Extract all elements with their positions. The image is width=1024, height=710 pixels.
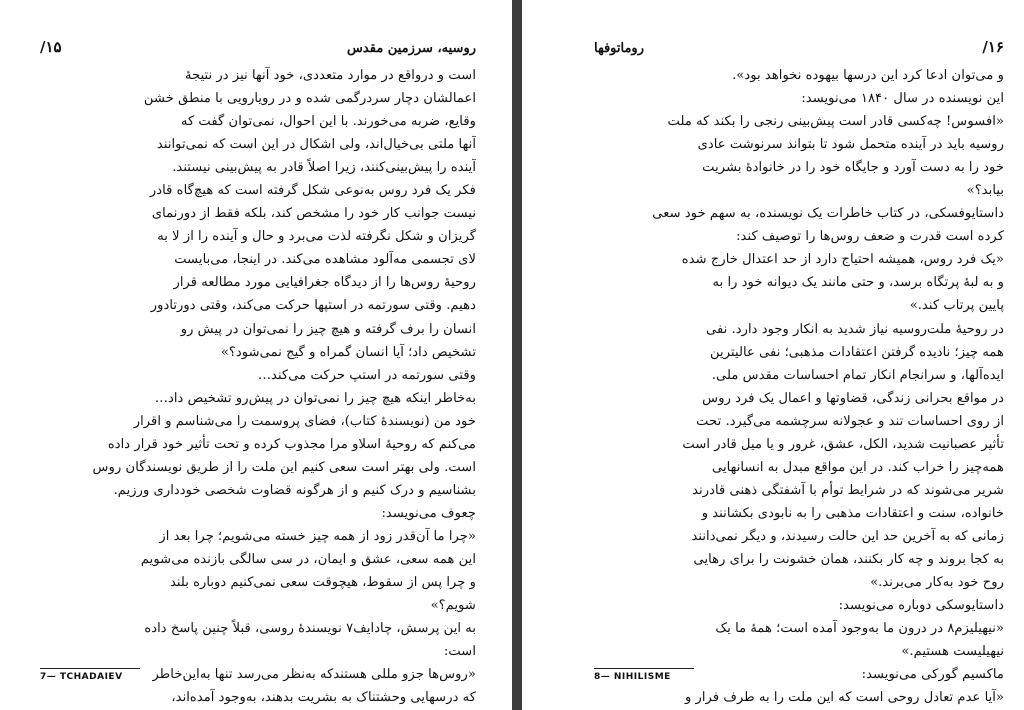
text-line: تأثیر عصبانیت شدید، الکل، عشق، غرور و یا میل قادر است	[682, 436, 1004, 452]
text-line: روح خود به‌کار می‌برند.»	[870, 575, 1004, 591]
right-running-title: روماتوفها	[594, 41, 644, 56]
text-line: روسیه باید در آینده متحمل شود تا بتواند سرنوشت عادی	[697, 137, 1004, 153]
text-line: و به لبهٔ پرتگاه برسد، و حتی مانند یک دیوانه خود را به	[712, 275, 1004, 291]
text-line: ماکسیم گورکی می‌نویسد:	[861, 667, 1004, 683]
text-line: ایده‌آلها، و سرانجام انکار تمام احساسات مقدس ملی.	[711, 367, 1004, 383]
text-line: زمانی که به آخرین حد این حالت رسیدند، و دیگر نمی‌دانند	[691, 528, 1004, 544]
text-line: انسان را برف گرفته و هیچ چیز را نمی‌توان در پیش رو	[180, 321, 476, 337]
text-line: نیست جوانب کار خود را مشخص کند، بلکه فقط از دورنمای	[151, 206, 476, 222]
text-line: به این پرسش، چادایف۷ نویسندهٔ روسی، قبلاً چنین پاسخ داده	[144, 621, 476, 637]
text-line: «روس‌ها جزو مللی هستندکه به‌نظر می‌رسد تنها به‌این‌خاطر	[152, 667, 476, 683]
text-line: «نیهیلیزم۸ در درون ما به‌وجود آمده است؛ همهٔ ما یک	[715, 621, 1004, 637]
left-page-body	[40, 64, 476, 709]
text-line: کرده است قدرت و ضعف روس‌ها را توصیف کند:	[736, 229, 1004, 245]
text-line: داستایوفسکی، در کتاب خاطرات یک نویسنده، به سهم خود سعی	[652, 206, 1004, 222]
text-line: در مواقع بحرانی زندگی، قضاوتها و اعمال یک فرد روس	[702, 390, 1004, 406]
right-page-header	[594, 38, 1004, 60]
text-line: در روحیهٔ ملت‌روسیه نیاز شدید به انکار وجود دارد. نفی	[706, 321, 1004, 337]
text-line: «آیا عدم تعادل روحی است که این ملت را به طرف فرار و	[684, 690, 1004, 706]
text-line: بیابد؟»	[966, 183, 1004, 199]
left-page-number: ۱۵/	[40, 38, 62, 56]
text-line: که درسهایی وحشتناک به بشریت بدهند، به‌وجود آمده‌اند،	[171, 690, 476, 706]
book-gutter	[512, 0, 522, 710]
right-page	[522, 0, 1024, 710]
text-line: آینده را پیش‌بینی‌کنند، زیرا اصلاً قادر به پیش‌بینی نیستند.	[172, 160, 476, 176]
left-footnote-rule	[40, 668, 140, 669]
text-line: «افسوس! چه‌کسی قادر است پیش‌بینی رنجی را بکند که ملت	[667, 114, 1004, 130]
text-line: پایین پرتاب کند.»	[909, 298, 1004, 314]
left-page-header	[40, 38, 476, 60]
left-footnote: 7— TCHADAIEV	[40, 672, 123, 682]
text-line: نیهیلیست هستیم.»	[901, 644, 1004, 660]
text-line: تشخیص داد؛ آیا انسان گمراه و گیج نمی‌شود؟»	[220, 344, 476, 360]
text-line: اعمالشان دچار سردرگمی شده و در رویارویی با منطق خشن	[143, 91, 476, 107]
text-line: فکر یک فرد روس به‌نوعی شکل گرفته است که هیچ‌گاه قادر	[149, 183, 476, 199]
text-line: «یک فرد روس، همیشه احتیاج دارد از حد اعتدال خارج شده	[681, 252, 1004, 268]
text-line: آنها ملتی بی‌خیال‌اند، ولی اشکال در این است که نمی‌توانند	[156, 137, 476, 153]
text-line: لای تجسمی مه‌آلود مشاهده می‌کند. در اینجا، می‌بایست	[174, 252, 476, 268]
text-line: گریزان و شکل نگرفته لذت می‌برد و حال و آینده را از لا به	[157, 229, 476, 245]
text-line: خانواده، سنت و اعتقادات مذهبی را به نابودی بکشانند و	[701, 505, 1004, 521]
text-line: به کجا بروند و چه کار بکنند، همان خشونت را برای رهایی	[693, 551, 1004, 567]
right-page-body	[594, 64, 1004, 709]
text-line: همه چیز؛ نادیده گرفتن اعتقادات مذهبی؛ نفی عالیترین	[710, 344, 1004, 360]
text-line: داستایوسکی دوباره می‌نویسد:	[838, 598, 1004, 614]
text-line: همه‌چیز را خراب کند. در این مواقع مبدل به انسانهایی	[711, 459, 1004, 475]
text-line: از روی احساسات تند و عجولانه سرچشمه می‌گیرد. تحت	[696, 413, 1004, 429]
text-line: است:	[443, 644, 476, 660]
right-page-number: ۱۶/	[982, 38, 1004, 56]
text-line: می‌کنم که روحیهٔ اسلاو مرا مجذوب کرده و تحت تأثیر خود قرار داده	[107, 436, 476, 452]
left-running-title: روسیه، سرزمین مقدس	[347, 41, 476, 56]
text-line: است و درواقع در موارد متعددی، خود آنها نیز در نتیجهٔ	[185, 68, 476, 83]
text-line: و می‌توان ادعا کرد این درسها بیهوده نخواهد بود».	[732, 68, 1004, 83]
text-line: است. ولی بهتر است سعی کنیم این ملت را از طریق نویسندگان روس	[92, 459, 476, 475]
text-line: «چرا ما آن‌قدر زود از همه چیز خسته می‌شویم؛ چرا بعد از	[159, 528, 476, 544]
text-line: این نویسنده در سال ۱۸۴۰ می‌نویسد:	[801, 91, 1004, 107]
text-line: شریر می‌شوند که در شرایط توأم با آشفتگی ذهنی قادرند	[692, 482, 1004, 498]
text-line: خود من (نویسندهٔ کتاب)، فضای پروسمت را می‌شناسم و اقرار	[133, 413, 476, 429]
text-line: به‌خاطر اینکه هیچ چیز را نمی‌توان در پیش‌رو تشخیص داد…	[154, 390, 476, 406]
text-line: شویم؟»	[430, 598, 476, 614]
text-line: این همه سعی، عشق و ایمان، در سی سالگی بازنده می‌شویم	[140, 551, 476, 567]
text-line: بشناسیم و درک کنیم و از هرگونه قضاوت شخصی خودداری ورزیم.	[113, 482, 476, 498]
text-line: خود را به دست آورد و جایگاه خود را در خانوادهٔ بشریت	[702, 160, 1004, 176]
text-line: و چرا پس از سقوط، هیچوقت سعی نمی‌کنیم دوباره بلند	[169, 575, 476, 591]
right-footnote-rule	[594, 668, 694, 669]
text-line: وقتی سورتمه در استپ حرکت می‌کند…	[257, 367, 476, 383]
text-line: دهیم. وقتی سورتمه در استپها حرکت می‌کند، وقتی دورتادور	[150, 298, 476, 314]
text-line: چعوف می‌نویسد:	[381, 505, 476, 521]
text-line: روحیهٔ روس‌ها را از دیدگاه جغرافیایی مورد مطالعه قرار	[173, 275, 476, 291]
text-line: وقایع، ضربه می‌خورند. با این احوال، نمی‌توان گفت که	[180, 114, 476, 130]
right-footnote: 8— NIHILISME	[594, 672, 671, 682]
